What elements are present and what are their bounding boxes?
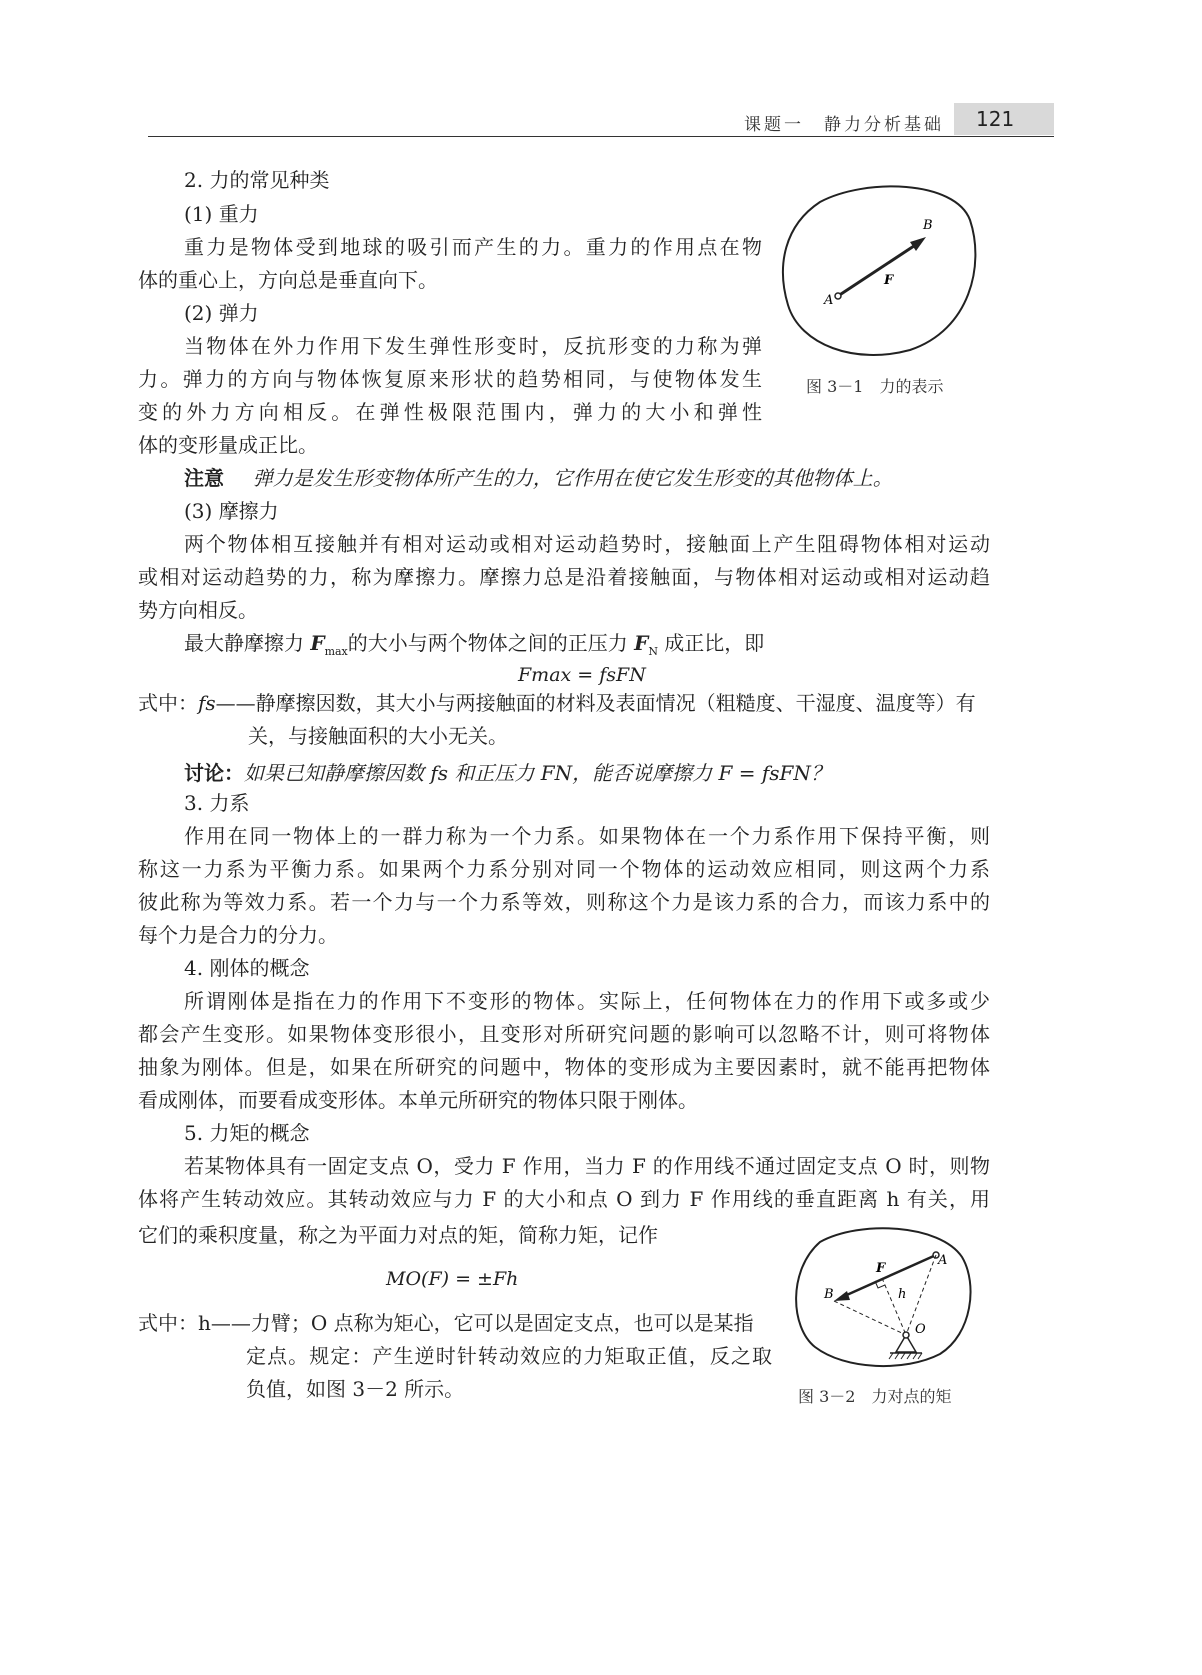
page-header	[148, 100, 1054, 137]
rigid-body-paragraph-line: 看成刚体，而要看成变形体。本单元所研究的物体只限于刚体。	[138, 1088, 698, 1112]
friction-formula: Fmax = fsFN	[518, 664, 646, 686]
label-o: O	[915, 1322, 926, 1337]
h-description-cont: 定点。规定：产生逆时针转动效应的力矩取正值，反之取	[246, 1344, 772, 1368]
fmax-sentence-part: 成正比，即	[657, 631, 765, 655]
fs-description-cont: 关，与接触面积的大小无关。	[248, 724, 508, 748]
friction-formula-legend	[138, 688, 976, 718]
label-a: A	[938, 1253, 948, 1268]
label-f: F	[884, 273, 894, 288]
page-number: 121	[954, 103, 1054, 135]
label-b: B	[824, 1287, 834, 1302]
force-system-paragraph-line: 彼此称为等效力系。若一个力与一个力系等效，则称这个力是该力系的合力，而该力系中的	[138, 890, 990, 914]
figure-3-2-caption: 图 3－2 力对点的矩	[798, 1387, 952, 1406]
label-b: B	[923, 218, 933, 233]
rigid-body-outline	[796, 1228, 970, 1366]
force-vector-line	[838, 242, 920, 296]
friction-paragraph-line: 势方向相反。	[138, 598, 258, 622]
discussion-label: 讨论：	[184, 761, 244, 785]
force-system-paragraph-line: 称这一力系为平衡力系。如果两个力系分别对同一个物体的运动效应相同，则这两个力系	[138, 857, 990, 881]
fmax-sentence-part: 最大静摩擦力	[184, 631, 311, 655]
figure-force-representation	[780, 180, 980, 360]
fn-subscript: N	[648, 645, 658, 658]
figure-moment-of-force	[790, 1222, 980, 1372]
pivot-o-marker	[903, 1332, 909, 1338]
elastic-paragraph-line: 体的变形量成正比。	[138, 433, 318, 457]
fmax-subscript: max	[324, 645, 348, 658]
subsection-elastic-title: (2) 弹力	[184, 301, 259, 325]
where-label: 式中：	[138, 1311, 198, 1335]
friction-paragraph-line: 或相对运动趋势的力，称为摩擦力。摩擦力总是沿着接触面，与物体相对运动或相对运动趋	[138, 565, 990, 589]
arrowhead-icon	[910, 237, 926, 251]
where-label: 式中：	[138, 691, 198, 715]
moment-paragraph-line: 它们的乘积度量，称之为平面力对点的矩，简称力矩，记作	[138, 1223, 658, 1247]
moment-of-force-diagram	[790, 1222, 980, 1372]
fs-symbol: fs	[198, 691, 216, 715]
moment-formula-legend	[138, 1308, 754, 1338]
max-static-friction-sentence	[184, 628, 764, 667]
rigid-body-paragraph-line: 都会产生变形。如果物体变形很小，且变形对所研究问题的影响可以忽略不计，则可将物体	[138, 1022, 990, 1046]
ground-hatch	[889, 1353, 922, 1359]
gravity-paragraph-line: 体的重心上，方向总是垂直向下。	[138, 268, 438, 292]
point-a-marker	[835, 293, 841, 299]
moment-paragraph-line: 体将产生转动效应。其转动效应与力 F 的大小和点 O 到力 F 作用线的垂直距离 h 有关，用	[138, 1187, 990, 1211]
gravity-paragraph-line: 重力是物体受到地球的吸引而产生的力。重力的作用点在物	[184, 235, 762, 259]
elastic-paragraph-line: 力。弹力的方向与物体恢复原来形状的趋势相同，与使物体发生	[138, 367, 762, 391]
section-3-title: 3. 力系	[184, 791, 250, 815]
note-text: 弹力是发生形变物体所产生的力，它作用在使它发生形变的其他物体上。	[252, 466, 893, 490]
fn-symbol: F	[634, 631, 649, 655]
fmax-sentence-part: 的大小与两个物体之间的正压力	[347, 631, 635, 655]
label-h: h	[898, 1287, 907, 1302]
label-a: A	[824, 293, 834, 308]
fmax-symbol: F	[310, 631, 325, 655]
force-system-paragraph-line: 作用在同一物体上的一群力称为一个力系。如果物体在一个力系作用下保持平衡，则	[184, 824, 990, 848]
elastic-paragraph-line: 变的外力方向相反。在弹性极限范围内，弹力的大小和弹性	[138, 400, 762, 424]
fs-description: ——静摩擦因数，其大小与两接触面的材料及表面情况（粗糙度、干湿度、温度等）有	[215, 691, 976, 715]
section-5-title: 5. 力矩的概念	[184, 1121, 310, 1145]
dashed-line-b-o	[834, 1301, 906, 1335]
running-header: 课题一 静力分析基础	[744, 115, 944, 135]
h-description: h——力臂；O 点称为矩心，它可以是固定支点，也可以是某指	[198, 1311, 754, 1335]
force-system-paragraph-line: 每个力是合力的分力。	[138, 923, 338, 947]
rigid-body-outline	[783, 186, 975, 355]
rigid-body-paragraph-line: 所谓刚体是指在力的作用下不变形的物体。实际上，任何物体在力的作用下或多或少	[184, 989, 990, 1013]
friction-paragraph-line: 两个物体相互接触并有相对运动或相对运动趋势时，接触面上产生阻碍物体相对运动	[184, 532, 990, 556]
h-description-cont: 负值，如图 3－2 所示。	[246, 1377, 465, 1401]
moment-paragraph-line: 若某物体具有一固定支点 O，受力 F 作用，当力 F 的作用线不通过固定支点 O 时，则物	[184, 1154, 990, 1178]
elastic-paragraph-line: 当物体在外力作用下发生弹性形变时，反抗形变的力称为弹	[184, 334, 762, 358]
discussion	[184, 758, 831, 788]
note-label: 注意	[184, 466, 224, 490]
discussion-text: 如果已知静摩擦因数 fs 和正压力 FN，能否说摩擦力 F = fsFN？	[244, 761, 831, 785]
label-f: F	[876, 1261, 886, 1276]
subsection-friction-title: (3) 摩擦力	[184, 499, 279, 523]
moment-formula: MO(F) = ±Fh	[386, 1268, 519, 1290]
arrowhead-icon	[834, 1291, 850, 1301]
rigid-body-paragraph-line: 抽象为刚体。但是，如果在所研究的问题中，物体的变形成为主要因素时，就不能再把物体	[138, 1055, 990, 1079]
subsection-gravity-title: (1) 重力	[184, 202, 259, 226]
section-4-title: 4. 刚体的概念	[184, 956, 310, 980]
figure-3-1-caption: 图 3－1 力的表示	[806, 377, 944, 396]
section-2-title: 2. 力的常见种类	[184, 168, 330, 192]
force-representation-diagram	[780, 180, 980, 360]
note	[184, 463, 893, 493]
